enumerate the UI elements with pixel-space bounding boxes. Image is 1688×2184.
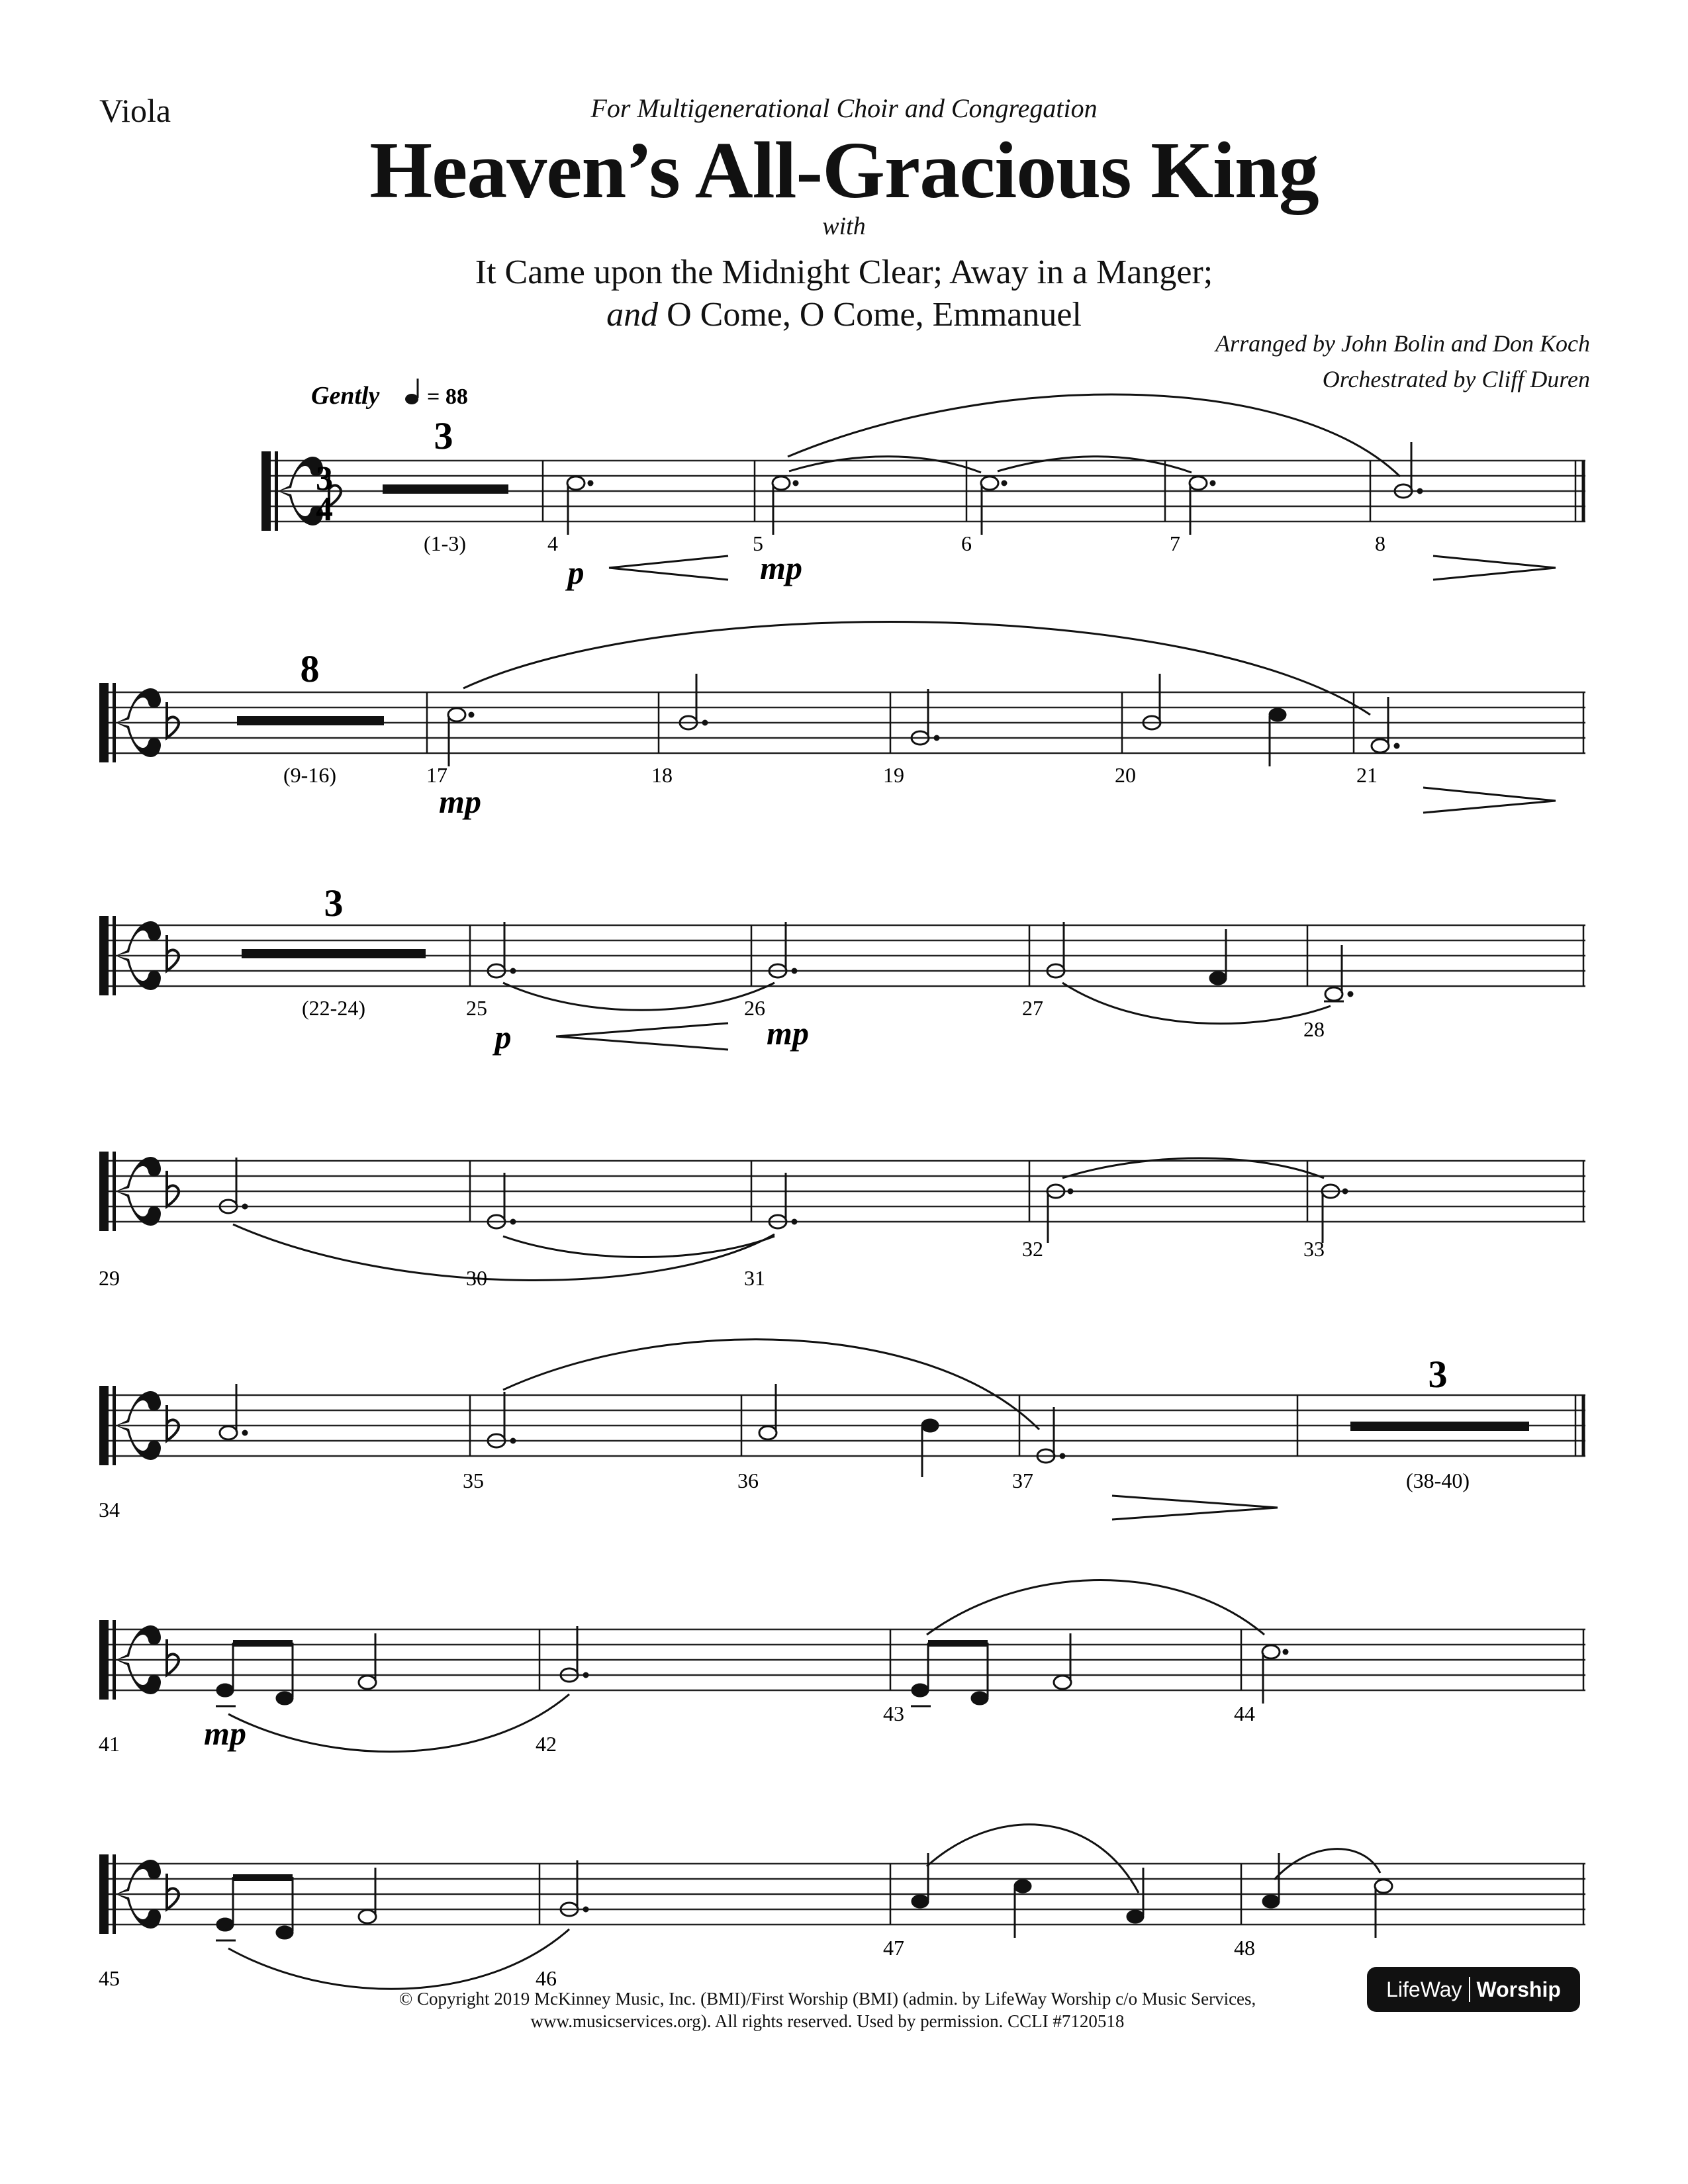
orchestrated-by: Orchestrated by Cliff Duren [1322,366,1590,392]
medley-line-2-text: O Come, O Come, Emmanuel [667,296,1082,334]
with-label: with [822,212,866,240]
measure-number: 25 [466,996,487,1020]
measure-number: 19 [883,763,904,787]
multirest-bar [242,949,426,958]
measure-number: (38-40) [1406,1469,1470,1492]
system-7 [99,1825,1585,1990]
time-signature-top: 3 [316,460,333,498]
system-2 [99,622,1585,820]
multirest-bar [383,484,508,494]
logo-divider [1469,1977,1470,2002]
logo-lifeway: LifeWay [1386,1977,1462,2001]
medley-and: and [606,296,659,334]
system-4 [99,1152,1585,1290]
tempo-bpm: = 88 [427,385,468,409]
dynamic-marking: mp [439,783,481,820]
copyright-line-1: © Copyright 2019 McKinney Music, Inc. (BMI)/First Worship (BMI) (admin. by LifeWay Worship c/o Music Services, [399,1989,1256,2009]
copyright-notice [278,1987,1377,2032]
notes [488,922,1352,1024]
dynamic-marking: mp [204,1715,246,1752]
measure-number: 48 [1234,1936,1255,1960]
notes [216,1580,1288,1752]
measure-number: 18 [651,763,673,787]
multirest-count: 3 [324,882,344,925]
subtitle: For Multigenerational Choir and Congregation [590,93,1098,123]
measure-number: 5 [753,531,763,555]
measure-number: 42 [536,1732,557,1756]
measure-number: (22-24) [302,996,365,1020]
measure-number: 31 [744,1266,765,1290]
hairpins [1423,788,1556,813]
measure-number: 8 [1375,531,1385,555]
measure-number: 26 [744,996,765,1020]
hairpins [556,1023,728,1050]
measure-number: 36 [737,1469,759,1492]
dynamic-marking: mp [760,549,802,586]
dynamic-marking: mp [767,1015,809,1052]
notes [567,394,1422,535]
arranged-by: Arranged by John Bolin and Don Koch [1215,330,1590,357]
system-1 [261,379,1585,591]
tempo-note-icon [405,394,418,404]
measure-number: 35 [463,1469,484,1492]
multirest-bar [1350,1422,1529,1431]
measure-number: 6 [961,531,972,555]
system-6 [99,1580,1585,1756]
measure-number: 20 [1115,763,1136,787]
instrument-name: Viola [99,92,171,129]
measure-number: 45 [99,1966,120,1990]
measure-number: 32 [1022,1237,1043,1261]
measure-number: 28 [1303,1017,1325,1041]
copyright-line-2: www.musicservices.org). All rights reserved. Used by permission. CCLI #7120518 [530,2011,1125,2031]
logo-worship: Worship [1476,1977,1561,2001]
multirest-bar [237,716,384,725]
multirest-count: 3 [1428,1353,1448,1396]
measure-number: 27 [1022,996,1043,1020]
notes [216,1825,1392,1989]
measure-number: 46 [536,1966,557,1990]
measure-number: 30 [466,1266,487,1290]
measure-number: (9-16) [283,763,336,787]
staff-lines-7 [99,1864,1585,1925]
staff-lines-6 [99,1629,1585,1690]
measure-number: 47 [883,1936,904,1960]
measure-number: 17 [426,763,447,787]
notes [448,622,1399,766]
system-5 [99,1340,1585,1522]
measure-number: 4 [547,531,558,555]
hairpins [609,556,1556,580]
measure-number: 43 [883,1702,904,1725]
dynamic-marking: p [494,1019,512,1056]
measure-number: 37 [1012,1469,1033,1492]
measure-number: 33 [1303,1237,1325,1261]
lifeway-worship-logo [1367,1967,1580,2012]
measure-number: 44 [1234,1702,1255,1725]
staff-lines-4 [99,1161,1585,1222]
measure-number: 41 [99,1732,120,1756]
measure-number: 34 [99,1498,120,1522]
measure-number: 29 [99,1266,120,1290]
page-title: Heaven’s All-Gracious King [369,126,1319,215]
measure-number: 21 [1356,763,1378,787]
tempo-marking: Gently [311,382,380,410]
multirest-count: 8 [300,647,320,690]
system-3 [99,882,1585,1056]
hairpins [1112,1496,1278,1520]
measure-number: (1-3) [424,531,466,555]
dynamic-marking: p [567,554,585,591]
medley-line-1: It Came upon the Midnight Clear; Away in a Manger; [475,253,1213,291]
measure-number: 7 [1170,531,1180,555]
multirest-count: 3 [434,414,453,457]
time-signature-bottom: 4 [316,490,333,528]
